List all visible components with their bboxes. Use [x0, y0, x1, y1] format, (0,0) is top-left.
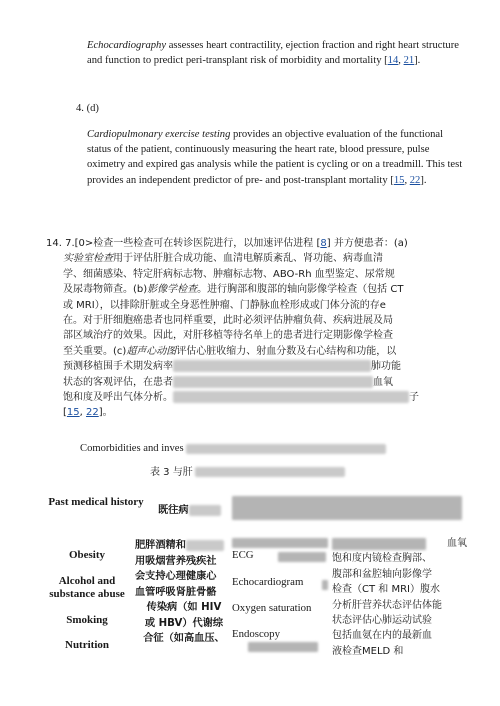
reference-link-22-cn[interactable]: 22 — [86, 407, 99, 419]
reference-link-22[interactable]: 22 — [409, 174, 421, 186]
col3-redaction-blur — [232, 538, 328, 548]
answer-4-label: 4. (d) — [76, 103, 99, 114]
answer-4-paragraph: Cardiopulmonary exercise testing provides an objective evaluation of the functional status of the patient, continuously measuring the heart rate, blood pressure, pulse oximetry and expired gas analysis while the patient is cycling or on a treadmill. This test provides an independent predictor of pre- and post-transplant mortality [15, 22]. — [87, 129, 463, 186]
reference-link-15-cn[interactable]: 15 — [66, 407, 80, 419]
item-14-paragraph: 14. 7.[0>检查一些检查可在转诊医院进行，以加速评估进程 [8] 并方便患者：(a) 实验室检查用于评估肝脏合成功能、血清电解质紊乱、肾功能、病毒血清 学、细菌感染、特定肝病标志物、肿瘤标志物、ABO-Rh 血型鉴定、尿常规 及尿毒物筛查。(b)影像学检查。进行胸部和腹部的轴向影像学检查（包括 CT 或 MRI），以排除肝脏或全身恶性肿瘤、门静脉血栓形成或门体分流的存e 在。对于肝细胞癌患者也同样重要，此时必须评估肿瘤负荷、疾病进展及局 部区域治疗的效果。因此，对肝移植等待名单上的患者进行定期影像学检查 至关重要。(c)超声心动图评估心脏收缩力、射血分数及右心结构和功能，以 预测移植围手术期发病率 肺功能 状态的客观评估，在患者 血氧 饱和度及呼出气体分析。 子 [15, 22]。 — [46, 238, 419, 419]
redaction-blur — [189, 505, 221, 516]
redaction-blur — [186, 540, 224, 551]
table-header-cn: 既往病 — [158, 503, 221, 519]
redaction-blur — [173, 391, 409, 403]
table-item-echocardiogram: Echocardiogram — [232, 576, 304, 588]
redaction-blur — [173, 376, 373, 388]
redaction-blur — [186, 444, 386, 454]
echo-term-cn: 超声心动图 — [126, 345, 177, 357]
redaction-blur — [195, 467, 345, 477]
reference-link-8[interactable]: 8 — [320, 238, 327, 249]
col3-redaction-blur — [278, 552, 326, 562]
col3-redaction-blur — [248, 642, 318, 652]
table-col4-cn: 血氧 饱和度内镜检查胸部、 腹部和盆腔轴向影像学 检查（CT 和 MRI）腹水 分析肝营养状态评估体能 状态评估心肺运动试验 包括血氨在内的最新血 液检查MELD 和 — [332, 538, 467, 657]
item-number: 14. — [46, 238, 62, 249]
table-header-past-medical-history: Past medical history — [48, 496, 144, 508]
table-item-oxygen-saturation: Oxygen saturation — [232, 602, 312, 614]
reference-link-21[interactable]: 21 — [403, 55, 415, 67]
table-item-ecg: ECG — [232, 549, 254, 561]
row-label-nutrition: Nutrition — [65, 639, 109, 651]
table-col2-cn: 肥胖酒精和 用吸烟营养残疾社 会支持心理健康心 血管呼吸肾脏骨骼 传染病（如 HIV 或 HBV）代谢综 合征（如高血压、 — [135, 540, 225, 644]
reference-link-14[interactable]: 14 — [387, 55, 399, 67]
lab-exam-term: 实验室检查 — [63, 253, 113, 265]
cpet-term: Cardiopulmonary exercise testing — [87, 129, 231, 140]
row-label-alcohol: Alcohol and substance abuse — [49, 575, 125, 600]
imaging-term: 影像学检查 — [147, 284, 198, 296]
row-label-obesity: Obesity — [68, 549, 106, 561]
row-label-smoking: Smoking — [66, 614, 108, 626]
redaction-blur — [173, 360, 371, 372]
echocardiography-term: Echocardiography — [87, 40, 167, 51]
answer-3-paragraph: Echocardiography assesses heart contractility, ejection fraction and right heart structure and function to predict peri-transplant risk of morbidity and mortality [14, 21]. — [87, 40, 459, 67]
table-item-endoscopy: Endoscopy — [232, 628, 280, 640]
table-caption-en: Comorbidities and inves — [80, 441, 386, 456]
reference-link-15[interactable]: 15 — [393, 174, 405, 186]
table-caption-cn: 表 3 与肝 — [150, 465, 345, 480]
col3-redaction-blur — [322, 580, 328, 590]
header-redaction-blur — [232, 496, 462, 520]
